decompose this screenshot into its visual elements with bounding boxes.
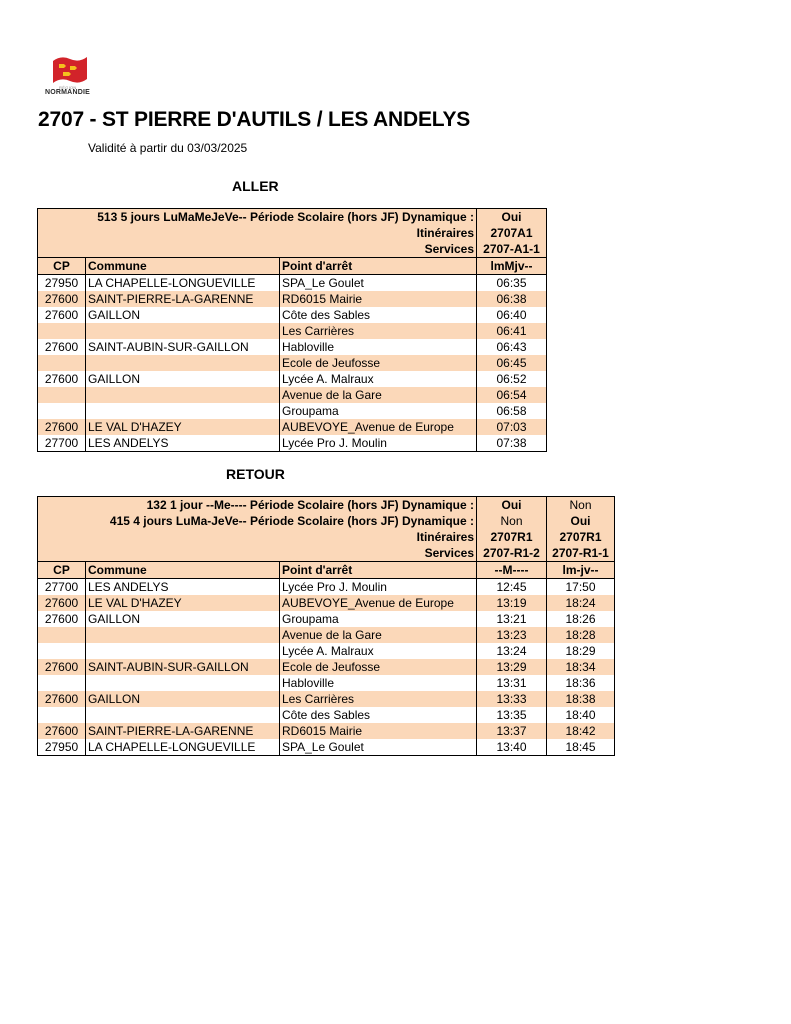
table-row bbox=[38, 291, 547, 307]
validity-date: Validité à partir du 03/03/2025 bbox=[88, 141, 248, 155]
page-title: 2707 - ST PIERRE D'AUTILS / LES ANDELYS bbox=[38, 108, 471, 131]
aller-header-label: Itinéraires bbox=[38, 225, 477, 241]
cell-commune bbox=[86, 387, 280, 403]
cell-cp: 27700 bbox=[38, 435, 86, 452]
aller-section-label: ALLER bbox=[232, 178, 279, 194]
column-header-commune: Commune bbox=[86, 562, 280, 579]
column-header-days: --M---- bbox=[477, 562, 547, 579]
table-row bbox=[38, 595, 615, 611]
cell-time: 07:38 bbox=[477, 435, 547, 452]
cell-cp bbox=[38, 355, 86, 371]
cell-commune: GAILLON bbox=[86, 307, 280, 323]
cell-time: 13:23 bbox=[477, 627, 547, 643]
cell-time: 06:40 bbox=[477, 307, 547, 323]
column-header-days: lmMjv-- bbox=[477, 258, 547, 275]
column-header-cp: CP bbox=[38, 258, 86, 275]
retour-header-label: Itinéraires bbox=[38, 529, 477, 545]
cell-arret: Habloville bbox=[280, 675, 477, 691]
cell-time: 18:24 bbox=[547, 595, 615, 611]
retour-section-label: RETOUR bbox=[226, 466, 285, 482]
cell-cp: 27950 bbox=[38, 275, 86, 292]
cell-cp: 27600 bbox=[38, 595, 86, 611]
cell-time: 12:45 bbox=[477, 579, 547, 596]
cell-time: 06:43 bbox=[477, 339, 547, 355]
cell-cp bbox=[38, 387, 86, 403]
table-row bbox=[38, 307, 547, 323]
cell-commune bbox=[86, 403, 280, 419]
cell-time: 06:54 bbox=[477, 387, 547, 403]
cell-time: 06:58 bbox=[477, 403, 547, 419]
cell-commune: LES ANDELYS bbox=[86, 579, 280, 596]
cell-time: 06:41 bbox=[477, 323, 547, 339]
cell-time: 06:35 bbox=[477, 275, 547, 292]
cell-time: 13:35 bbox=[477, 707, 547, 723]
cell-cp: 27600 bbox=[38, 307, 86, 323]
cell-arret: Lycée Pro J. Moulin bbox=[280, 435, 477, 452]
cell-cp: 27600 bbox=[38, 371, 86, 387]
cell-commune: LA CHAPELLE-LONGUEVILLE bbox=[86, 739, 280, 756]
retour-header-label: 415 4 jours LuMa-JeVe-- Période Scolaire (hors JF) Dynamique : bbox=[38, 513, 477, 529]
cell-arret: Groupama bbox=[280, 403, 477, 419]
cell-commune: LE VAL D'HAZEY bbox=[86, 419, 280, 435]
table-row bbox=[38, 707, 615, 723]
cell-arret: SPA_Le Goulet bbox=[280, 739, 477, 756]
retour-header-value: Non bbox=[477, 513, 547, 529]
cell-time: 13:21 bbox=[477, 611, 547, 627]
cell-cp bbox=[38, 627, 86, 643]
table-row bbox=[38, 579, 615, 596]
cell-time: 13:37 bbox=[477, 723, 547, 739]
cell-arret: Les Carrières bbox=[280, 323, 477, 339]
table-row bbox=[38, 691, 615, 707]
cell-cp bbox=[38, 675, 86, 691]
retour-header-row bbox=[38, 529, 615, 545]
cell-time: 18:34 bbox=[547, 659, 615, 675]
cell-arret: Groupama bbox=[280, 611, 477, 627]
cell-commune bbox=[86, 707, 280, 723]
aller-header-value: 2707A1 bbox=[477, 225, 547, 241]
cell-commune: LA CHAPELLE-LONGUEVILLE bbox=[86, 275, 280, 292]
logo-region-text: RÉGION bbox=[59, 85, 77, 90]
cell-commune bbox=[86, 675, 280, 691]
table-row bbox=[38, 435, 547, 452]
aller-timetable bbox=[37, 208, 547, 452]
cell-arret: Habloville bbox=[280, 339, 477, 355]
table-row bbox=[38, 723, 615, 739]
retour-header-value: 2707R1 bbox=[547, 529, 615, 545]
column-header-arret: Point d'arrêt bbox=[280, 562, 477, 579]
retour-header-label: 132 1 jour --Me---- Période Scolaire (hors JF) Dynamique : bbox=[38, 497, 477, 514]
table-row bbox=[38, 659, 615, 675]
table-row bbox=[38, 675, 615, 691]
cell-time: 13:19 bbox=[477, 595, 547, 611]
retour-header-value: Oui bbox=[547, 513, 615, 529]
cell-time: 13:24 bbox=[477, 643, 547, 659]
retour-header-row bbox=[38, 545, 615, 562]
retour-header-value: Oui bbox=[477, 497, 547, 514]
table-row bbox=[38, 739, 615, 756]
cell-cp: 27950 bbox=[38, 739, 86, 756]
aller-header-row bbox=[38, 225, 547, 241]
cell-arret: Lycée Pro J. Moulin bbox=[280, 579, 477, 596]
normandie-flag-icon bbox=[51, 55, 89, 85]
cell-arret: RD6015 Mairie bbox=[280, 723, 477, 739]
cell-cp bbox=[38, 323, 86, 339]
cell-time: 06:52 bbox=[477, 371, 547, 387]
cell-commune: SAINT-PIERRE-LA-GARENNE bbox=[86, 291, 280, 307]
cell-commune: SAINT-PIERRE-LA-GARENNE bbox=[86, 723, 280, 739]
cell-arret: AUBEVOYE_Avenue de Europe bbox=[280, 419, 477, 435]
cell-time: 18:28 bbox=[547, 627, 615, 643]
cell-cp: 27600 bbox=[38, 611, 86, 627]
table-row bbox=[38, 339, 547, 355]
cell-commune bbox=[86, 323, 280, 339]
cell-time: 18:29 bbox=[547, 643, 615, 659]
retour-header-row bbox=[38, 513, 615, 529]
cell-time: 06:38 bbox=[477, 291, 547, 307]
table-row bbox=[38, 355, 547, 371]
cell-commune: GAILLON bbox=[86, 691, 280, 707]
retour-header-row bbox=[38, 497, 615, 514]
retour-header-value: 2707-R1-1 bbox=[547, 545, 615, 562]
cell-cp: 27600 bbox=[38, 691, 86, 707]
cell-arret: Les Carrières bbox=[280, 691, 477, 707]
retour-timetable-body bbox=[38, 497, 615, 756]
cell-commune bbox=[86, 355, 280, 371]
cell-arret: Ecole de Jeufosse bbox=[280, 659, 477, 675]
cell-cp: 27600 bbox=[38, 339, 86, 355]
cell-arret: Côte des Sables bbox=[280, 707, 477, 723]
cell-time: 18:42 bbox=[547, 723, 615, 739]
table-row bbox=[38, 323, 547, 339]
region-logo bbox=[45, 55, 97, 97]
cell-time: 13:29 bbox=[477, 659, 547, 675]
table-row bbox=[38, 403, 547, 419]
column-header-cp: CP bbox=[38, 562, 86, 579]
retour-header-value: 2707-R1-2 bbox=[477, 545, 547, 562]
cell-cp: 27600 bbox=[38, 723, 86, 739]
retour-column-headers bbox=[38, 562, 615, 579]
column-header-arret: Point d'arrêt bbox=[280, 258, 477, 275]
aller-header-label: 513 5 jours LuMaMeJeVe-- Période Scolaire (hors JF) Dynamique : bbox=[38, 209, 477, 226]
cell-commune: GAILLON bbox=[86, 611, 280, 627]
cell-cp bbox=[38, 643, 86, 659]
aller-header-row bbox=[38, 241, 547, 258]
cell-arret: Côte des Sables bbox=[280, 307, 477, 323]
table-row bbox=[38, 387, 547, 403]
cell-time: 13:33 bbox=[477, 691, 547, 707]
cell-time: 18:36 bbox=[547, 675, 615, 691]
table-row bbox=[38, 627, 615, 643]
cell-arret: Avenue de la Gare bbox=[280, 627, 477, 643]
cell-commune bbox=[86, 643, 280, 659]
cell-time: 13:40 bbox=[477, 739, 547, 756]
cell-cp bbox=[38, 707, 86, 723]
cell-arret: Lycée A. Malraux bbox=[280, 371, 477, 387]
cell-time: 07:03 bbox=[477, 419, 547, 435]
retour-header-value: 2707R1 bbox=[477, 529, 547, 545]
aller-header-label: Services bbox=[38, 241, 477, 258]
table-row bbox=[38, 419, 547, 435]
cell-time: 18:45 bbox=[547, 739, 615, 756]
cell-time: 13:31 bbox=[477, 675, 547, 691]
cell-arret: SPA_Le Goulet bbox=[280, 275, 477, 292]
cell-cp bbox=[38, 403, 86, 419]
cell-arret: RD6015 Mairie bbox=[280, 291, 477, 307]
cell-arret: Avenue de la Gare bbox=[280, 387, 477, 403]
cell-time: 18:38 bbox=[547, 691, 615, 707]
cell-cp: 27600 bbox=[38, 291, 86, 307]
aller-header-value: Oui bbox=[477, 209, 547, 226]
cell-commune: SAINT-AUBIN-SUR-GAILLON bbox=[86, 659, 280, 675]
aller-header-row bbox=[38, 209, 547, 226]
retour-header-value: Non bbox=[547, 497, 615, 514]
cell-commune: SAINT-AUBIN-SUR-GAILLON bbox=[86, 339, 280, 355]
aller-header-value: 2707-A1-1 bbox=[477, 241, 547, 258]
column-header-days: lm-jv-- bbox=[547, 562, 615, 579]
table-row bbox=[38, 643, 615, 659]
cell-cp: 27700 bbox=[38, 579, 86, 596]
cell-commune: GAILLON bbox=[86, 371, 280, 387]
cell-commune: LE VAL D'HAZEY bbox=[86, 595, 280, 611]
cell-commune: LES ANDELYS bbox=[86, 435, 280, 452]
column-header-commune: Commune bbox=[86, 258, 280, 275]
cell-time: 18:26 bbox=[547, 611, 615, 627]
cell-time: 06:45 bbox=[477, 355, 547, 371]
cell-time: 18:40 bbox=[547, 707, 615, 723]
logo-region-name: NORMANDIE bbox=[45, 89, 90, 96]
table-row bbox=[38, 371, 547, 387]
cell-arret: Ecole de Jeufosse bbox=[280, 355, 477, 371]
retour-header-label: Services bbox=[38, 545, 477, 562]
cell-arret: AUBEVOYE_Avenue de Europe bbox=[280, 595, 477, 611]
aller-column-headers bbox=[38, 258, 547, 275]
cell-cp: 27600 bbox=[38, 419, 86, 435]
table-row bbox=[38, 275, 547, 292]
aller-timetable-body bbox=[38, 209, 547, 452]
cell-time: 17:50 bbox=[547, 579, 615, 596]
cell-cp: 27600 bbox=[38, 659, 86, 675]
cell-arret: Lycée A. Malraux bbox=[280, 643, 477, 659]
retour-timetable bbox=[37, 496, 615, 756]
cell-commune bbox=[86, 627, 280, 643]
table-row bbox=[38, 611, 615, 627]
